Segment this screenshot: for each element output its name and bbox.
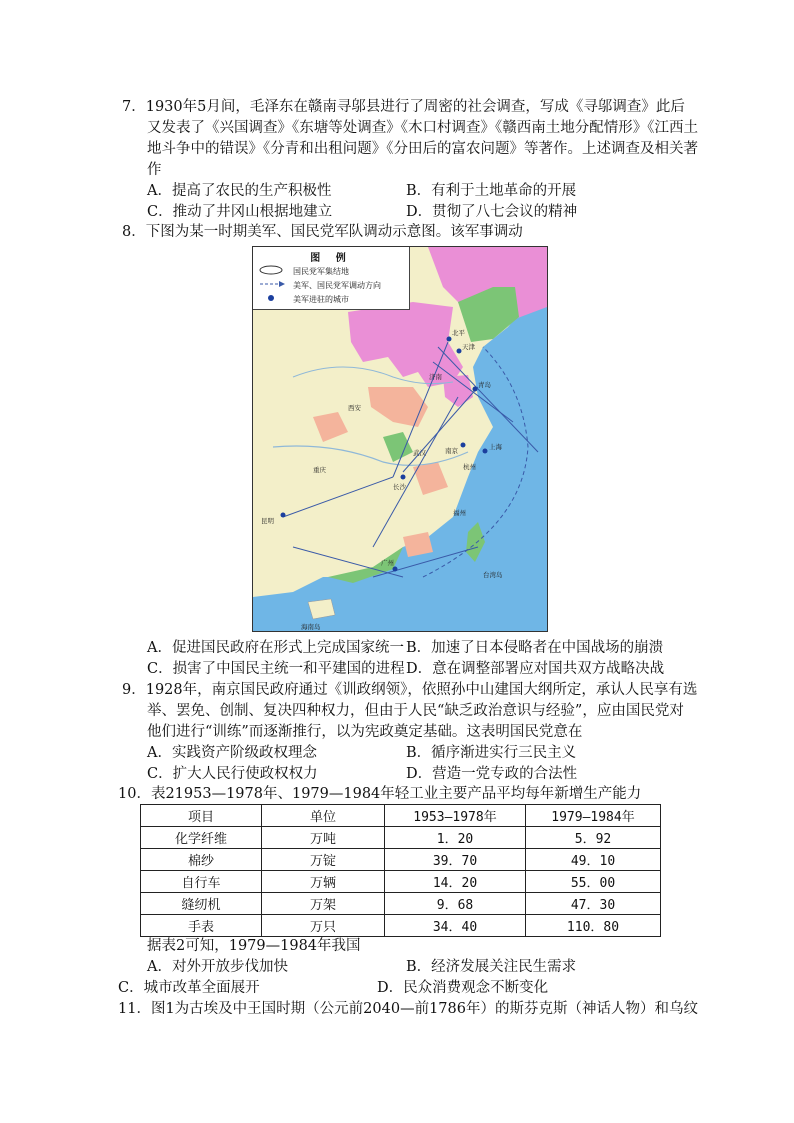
- table-cell: 14．20: [385, 871, 526, 893]
- table-header-period-1: 1953—1978年: [385, 805, 526, 827]
- label-nanjing: 南京: [445, 447, 458, 455]
- q9-stem-line-1: 9．1928年，南京国民政府通过《训政纲领》，依照孙中山建国大纲所定，承认人民享有选: [122, 682, 698, 698]
- light-industry-table: [140, 804, 661, 937]
- table-cell: 47．30: [526, 893, 661, 915]
- city-dot-changsha: [401, 475, 406, 480]
- table-cell: 5．92: [526, 827, 661, 849]
- table-row: [141, 871, 661, 893]
- river-central: [273, 446, 468, 465]
- label-xian: 西安: [348, 404, 361, 412]
- legend-title: 图 例: [310, 253, 352, 264]
- table-cell: 缝纫机: [141, 893, 262, 915]
- q9-stem-line-2: 举、罢免、创制、复决四种权力，但由于人民“缺乏政治意识与经验”，应由国民党对: [147, 703, 684, 719]
- q9-option-c[interactable]: C．扩大人民行使政权权力: [147, 766, 318, 782]
- table-cell: 110．80: [526, 915, 661, 937]
- city-dot-tianjin: [457, 349, 462, 354]
- table-cell: 1．20: [385, 827, 526, 849]
- q8-option-c[interactable]: C．损害了中国民主统一和平建国的进程: [147, 661, 405, 677]
- q10-option-d[interactable]: D．民众消费观念不断变化: [377, 980, 549, 996]
- label-wuhan: 武汉: [413, 449, 426, 457]
- table-cell: 万辆: [262, 871, 385, 893]
- q10-caption: 10．表21953—1978年、1979—1984年轻工业主要产品平均每年新增生产能力: [118, 786, 642, 802]
- map-legend: [253, 247, 410, 310]
- legend-label-route: 美军、国民党军调动方向: [293, 281, 381, 290]
- kmt-area-2: [313, 412, 348, 442]
- label-changsha: 长沙: [393, 483, 406, 491]
- dashed-arrow-icon: [259, 279, 287, 293]
- legend-row-city: [259, 293, 349, 305]
- q8-stem: 8．下图为某一时期美军、国民党军队调动示意图。该军事调动: [122, 224, 523, 240]
- table-header-unit: 单位: [262, 805, 385, 827]
- table-cell: 9．68: [385, 893, 526, 915]
- city-dot-shanghai: [483, 449, 488, 454]
- label-hainan: 海南岛: [301, 623, 321, 631]
- table-cell: 万锭: [262, 849, 385, 871]
- label-kunming: 昆明: [261, 517, 274, 525]
- table-header-item: 项目: [141, 805, 262, 827]
- q8-option-a[interactable]: A．促进国民政府在形式上完成国家统一: [147, 640, 404, 656]
- green-area-central: [383, 432, 413, 462]
- q7-option-d[interactable]: D．贯彻了八七会议的精神: [406, 204, 578, 220]
- table-cell: 万吨: [262, 827, 385, 849]
- q7-stem-line-4: 作: [147, 162, 162, 178]
- q9-stem-line-3: 他们进行“训练”而逐渐推行，以为宪政奠定基础。这表明国民党意在: [147, 724, 583, 740]
- table-cell: 棉纱: [141, 849, 262, 871]
- table-cell: 34．40: [385, 915, 526, 937]
- q7-option-c[interactable]: C．推动了井冈山根据地建立: [147, 204, 333, 220]
- table-row: [141, 915, 661, 937]
- q7-stem-line-2: 又发表了《兴国调查》《东塘等处调查》《木口村调查》《赣西南土地分配情形》《江西土: [147, 120, 698, 136]
- table-cell: 万架: [262, 893, 385, 915]
- table-cell: 55．00: [526, 871, 661, 893]
- q10-option-c[interactable]: C．城市改革全面展开: [118, 980, 260, 996]
- legend-label-city: 美军进驻的城市: [293, 295, 349, 304]
- legend-row-assembly: [259, 265, 349, 277]
- kmt-area-1: [368, 387, 428, 427]
- q10-after-table: 据表2可知，1979—1984年我国: [147, 938, 361, 954]
- table-cell: 万只: [262, 915, 385, 937]
- liberated-area-north: [348, 302, 463, 387]
- table-cell: 自行车: [141, 871, 262, 893]
- city-dot-guangzhou: [393, 567, 398, 572]
- label-hangzhou: 杭州: [463, 463, 476, 471]
- label-taiwan: 台湾岛: [483, 571, 503, 579]
- legend-label-assembly: 国民党军集结地: [293, 267, 349, 276]
- table-header-period-2: 1979—1984年: [526, 805, 661, 827]
- label-tianjin: 天津: [462, 343, 475, 351]
- table-row: [141, 849, 661, 871]
- table-header-row: [141, 805, 661, 827]
- city-dot-nanjing: [461, 443, 466, 448]
- troop-movement-map: [252, 246, 548, 632]
- liberated-area-east: [443, 375, 473, 407]
- label-qingdao: 青岛: [478, 381, 491, 389]
- city-dot-kunming: [281, 513, 286, 518]
- q10-option-a[interactable]: A．对外开放步伐加快: [147, 959, 288, 975]
- label-shanghai: 上海: [489, 443, 502, 451]
- legend-row-route: [259, 279, 381, 291]
- label-fuzhou: 福州: [453, 509, 466, 517]
- label-beiping: 北平: [452, 329, 465, 337]
- q10-option-b[interactable]: B．经济发展关注民生需求: [406, 959, 577, 975]
- table-cell: 39．70: [385, 849, 526, 871]
- table-row: [141, 827, 661, 849]
- table-cell: 手表: [141, 915, 262, 937]
- q8-option-d[interactable]: D．意在调整部署应对国共双方战略决战: [406, 661, 665, 677]
- label-guangzhou: 广州: [381, 559, 394, 567]
- route-4: [283, 477, 393, 517]
- table-row: [141, 893, 661, 915]
- q9-option-d[interactable]: D．营造一党专政的合法性: [406, 766, 578, 782]
- q11-stem: 11．图1为古埃及中王国时期（公元前2040—前1786年）的斯芬克斯（神话人物）和乌纹: [118, 1001, 698, 1017]
- label-jinan: 济南: [429, 373, 442, 381]
- ellipse-icon: [259, 265, 287, 279]
- q8-option-b[interactable]: B．加速了日本侵略者在中国战场的崩溃: [406, 640, 664, 656]
- dot-icon: [259, 293, 287, 307]
- q9-option-b[interactable]: B．循序渐进实行三民主义: [406, 745, 577, 761]
- q7-stem-line-1: 7．1930年5月间，毛泽东在赣南寻邬县进行了周密的社会调查，写成《寻邬调查》此后: [122, 99, 685, 115]
- city-dot-beiping: [447, 337, 452, 342]
- label-chongqing: 重庆: [313, 466, 326, 474]
- q9-option-a[interactable]: A．实践资产阶级政权理念: [147, 745, 317, 761]
- q7-stem-line-3: 地斗争中的错误》《分青和出租问题》《分田后的富农问题》等著作。上述调查及相关著: [147, 141, 698, 157]
- table-cell: 49．10: [526, 849, 661, 871]
- q7-option-b[interactable]: B．有利于土地革命的开展: [406, 183, 577, 199]
- table-cell: 化学纤维: [141, 827, 262, 849]
- city-dot-qingdao: [473, 387, 478, 392]
- q7-option-a[interactable]: A．提高了农民的生产积极性: [147, 183, 332, 199]
